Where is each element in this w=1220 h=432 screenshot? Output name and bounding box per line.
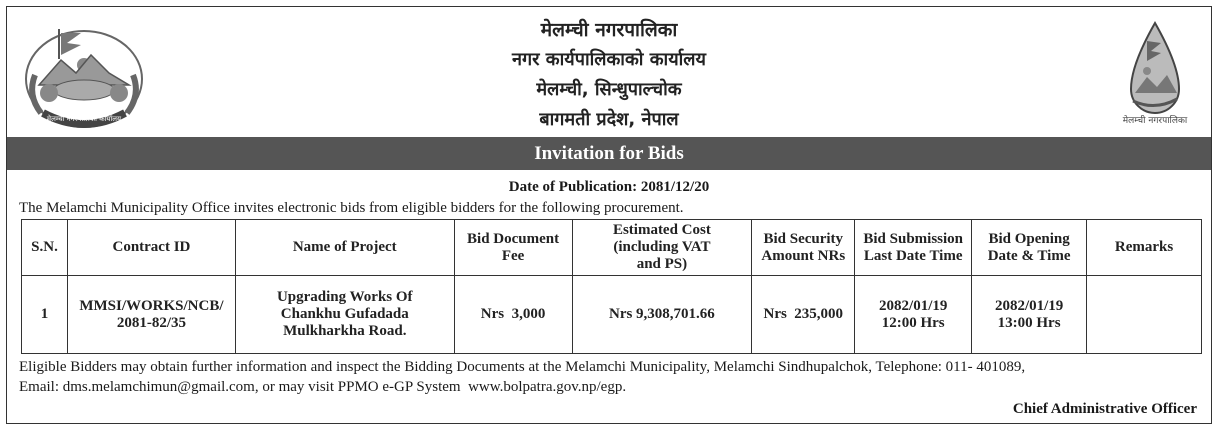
header-contract-id: Contract ID xyxy=(67,220,235,276)
header-security xyxy=(752,220,855,276)
header-fee-line2: Fee xyxy=(501,247,525,264)
notice-title: Invitation for Bids xyxy=(7,137,1211,170)
submission-date: 2082/01/19 xyxy=(879,297,948,314)
header-opening xyxy=(972,220,1087,276)
footer-line2: Email: dms.melamchimun@gmail.com, or may visit PPMO e-GP System www.bolpatra.gov.np/egp. xyxy=(19,379,627,395)
header-submission-line2: Last Date Time xyxy=(863,247,963,264)
header-opening-line1: Bid Opening xyxy=(988,230,1070,247)
submission-time: 12:00 Hrs xyxy=(881,314,945,331)
municipality-logo-icon xyxy=(1117,19,1193,131)
publication-date: Date of Publication: 2081/12/20 xyxy=(508,179,710,195)
project-line3: Mulkharkha Road. xyxy=(283,323,407,339)
header-security-line2: Amount NRs xyxy=(761,247,846,264)
table-header-row xyxy=(22,220,1202,276)
procurement-table xyxy=(21,219,1202,354)
office-name: नगर कार्यपालिकाको कार्यालय xyxy=(512,49,706,70)
cell-fee: Nrs 3,000 xyxy=(454,276,572,354)
cell-project xyxy=(235,276,454,354)
header-fee xyxy=(454,220,572,276)
office-heading xyxy=(7,15,1211,135)
cell-submission xyxy=(855,276,972,354)
opening-date: 2082/01/19 xyxy=(994,297,1064,314)
header-cost-line1: Estimated Cost xyxy=(612,222,711,238)
bid-notice xyxy=(6,6,1212,424)
footer-line1: Eligible Bidders may obtain further information and inspect the Bidding Documents at the Melamchi Municipality, Melamchi Sindhupalchok, Telephone: 011- 401089, xyxy=(19,359,1026,375)
notice-header xyxy=(7,7,1211,135)
emblem-text: मेलम्ची नगरपालिका कार्यालय xyxy=(46,115,122,123)
signatory: Chief Administrative Officer xyxy=(1012,401,1197,417)
cell-sn: 1 xyxy=(22,276,68,354)
header-security-line1: Bid Security xyxy=(763,230,844,247)
header-opening-line2: Date & Time xyxy=(987,247,1071,264)
footer-info xyxy=(19,357,1209,397)
header-cost-line2: (including VAT xyxy=(613,239,711,255)
contract-id-line2: 2081-82/35 xyxy=(116,314,187,331)
cell-remarks xyxy=(1087,276,1202,354)
header-remarks: Remarks xyxy=(1087,220,1202,276)
table-row xyxy=(22,276,1202,354)
intro-text: The Melamchi Municipality Office invites electronic bids from eligible bidders for the following procurement. xyxy=(19,200,684,216)
cell-cost: Nrs 9,308,701.66 xyxy=(572,276,752,354)
cell-security: Nrs 235,000 xyxy=(752,276,855,354)
logo-text: मेलम्ची नगरपालिका xyxy=(1122,116,1188,126)
project-line2: Chankhu Gufadada xyxy=(280,306,409,322)
header-fee-line1: Bid Document xyxy=(467,230,560,247)
cell-contract-id xyxy=(67,276,235,354)
project-line1: Upgrading Works Of xyxy=(276,289,413,305)
contract-id-line1: MMSI/WORKS/NCB/ xyxy=(79,297,224,314)
header-project: Name of Project xyxy=(235,220,454,276)
header-cost-line3: and PS) xyxy=(636,256,688,272)
opening-time: 13:00 Hrs xyxy=(997,314,1061,331)
header-submission xyxy=(855,220,972,276)
municipality-name: मेलम्ची नगरपालिका xyxy=(540,19,678,41)
office-province: बागमती प्रदेश, नेपाल xyxy=(539,109,679,130)
office-location: मेलम्ची, सिन्धुपाल्चोक xyxy=(536,79,682,100)
cell-opening xyxy=(972,276,1087,354)
header-sn: S.N. xyxy=(22,220,68,276)
header-submission-line1: Bid Submission xyxy=(863,230,964,247)
header-cost xyxy=(572,220,752,276)
